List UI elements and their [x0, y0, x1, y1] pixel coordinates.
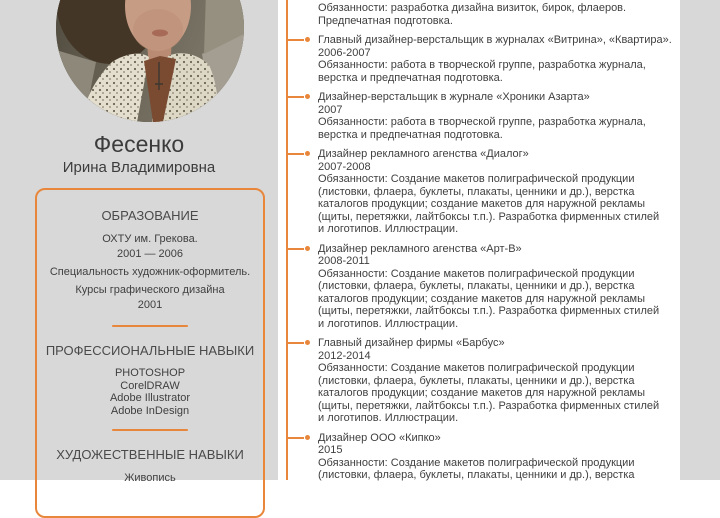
- job-title: Главный дизайнер фирмы «Барбус»: [318, 337, 505, 349]
- timeline-connector: [286, 437, 304, 439]
- job-duties: Обязанности: Создание макетов полиграфической продукции (листовки, флаера, буклеты, плакаты, ценники и др.), верстка каталогов продукции; создание макетов для наружной рекламы (щиты, перетяжки, лайтбоксы т.п.). Разработка фирменных стилей и логотипов. Иллюстрации.: [318, 173, 660, 235]
- section-artistic-skills-title: ХУДОЖЕСТВЕННЫЕ НАВЫКИ: [56, 447, 244, 462]
- job-title: Дизайнер рекламного агенства «Диалог»: [318, 148, 529, 160]
- portrait-illustration: [56, 0, 244, 122]
- timeline-dot-icon: [305, 246, 310, 251]
- experience-entry: [318, 337, 664, 425]
- education-line: Курсы графического дизайна: [75, 284, 225, 296]
- job-duties: Обязанности: работа в творческой группе, разработка журнала, верстка и предпечатная подготовка.: [318, 116, 646, 141]
- section-divider: [112, 429, 188, 431]
- sidebar: [0, 0, 278, 484]
- experience-entry: [318, 34, 672, 84]
- sidebar-info-box: [35, 188, 265, 518]
- experience-entry: [318, 91, 664, 141]
- job-period: 2007: [318, 103, 343, 116]
- name-first-patronymic: Ирина Владимировна: [62, 159, 216, 176]
- job-period: 2015: [318, 444, 343, 456]
- profile-photo: [56, 0, 244, 122]
- right-margin-strip: [680, 0, 720, 480]
- timeline-connector: [286, 248, 304, 250]
- job-title: Главный дизайнер-верстальщик в журналах «Витрина», «Квартира».: [318, 34, 672, 46]
- timeline-dot-icon: [305, 151, 310, 156]
- section-professional-skills: [37, 343, 263, 417]
- job-period: 2007-2008: [318, 160, 371, 173]
- timeline-dot-icon: [305, 37, 310, 42]
- section-artistic-skills: [37, 447, 263, 486]
- skill-line: PHOTOSHOP: [114, 367, 186, 379]
- education-line: 2001: [137, 299, 163, 311]
- timeline-vertical-line: [286, 0, 288, 480]
- timeline-connector: [286, 96, 304, 98]
- education-line: 2001 — 2006: [116, 248, 184, 260]
- job-period: 2012-2014: [318, 349, 371, 362]
- section-professional-skills-title: ПРОФЕССИОНАЛЬНЫЕ НАВЫКИ: [45, 343, 255, 358]
- experience-entry: [318, 148, 664, 236]
- artistic-skill-line: Живопись: [124, 472, 176, 484]
- skill-line: Adobe Illustrator: [109, 392, 191, 404]
- job-duties: Обязанности: Создание макетов полиграфической продукции (листовки, флаера, буклеты, плакаты, ценники и др.), верстка каталогов продукции; создание макетов для наружной рекламы (щиты, перетяжки, лайтбоксы т.п.). Разработка фирменных стилей и логотипов. Иллюстрации.: [318, 362, 660, 424]
- timeline-dot-icon: [305, 435, 310, 440]
- job-duties: Обязанности: разработка дизайна визиток, бирок, флаеров.: [318, 2, 627, 14]
- job-period: 2008-2011: [318, 255, 370, 267]
- job-title: Дизайнер рекламного агенства «Арт-В»: [318, 242, 522, 255]
- job-title: Дизайнер ООО «Кипко»: [318, 431, 441, 444]
- job-title: Дизайнер-верстальщик в журнале «Хроники Азарта»: [318, 91, 590, 103]
- experience-entries: [318, 2, 672, 482]
- education-line: Специальность художник-оформитель.: [49, 266, 251, 278]
- skill-line: Adobe InDesign: [110, 404, 190, 417]
- experience-entry-partial: [318, 2, 664, 27]
- section-education: [37, 208, 263, 313]
- job-period: 2006-2007: [318, 46, 371, 59]
- name-last: Фесенко: [93, 131, 185, 157]
- job-duties: Предпечатная подготовка.: [318, 14, 453, 27]
- job-duties: Обязанности: Создание макетов полиграфической продукции (листовки, флаера, буклеты, плакаты, ценники и др.), верстка каталогов продукции; создание макетов для наружной рекламы (щиты, перетяжки, лайтбоксы т.п.). Разработка фирменных стилей и логотипов. Иллюстрации.: [318, 267, 660, 330]
- job-duties: Обязанности: Создание макетов полиграфической продукции (листовки, флаера, буклеты, плакаты, ценники и др.), верстка: [318, 456, 635, 481]
- timeline-connector: [286, 39, 304, 41]
- section-divider: [112, 325, 188, 327]
- timeline-connector: [286, 342, 304, 344]
- timeline-dot-icon: [305, 340, 310, 345]
- section-education-title: ОБРАЗОВАНИЕ: [101, 208, 199, 223]
- job-duties: Обязанности: работа в творческой группе, разработка журнала, верстка и предпечатная подготовка.: [318, 59, 646, 84]
- experience-entry: [318, 243, 664, 331]
- timeline-dot-icon: [305, 94, 310, 99]
- education-line: ОХТУ им. Грекова.: [102, 233, 198, 245]
- experience-entry: [318, 432, 664, 482]
- timeline-connector: [286, 153, 304, 155]
- skill-line: CorelDRAW: [120, 379, 180, 392]
